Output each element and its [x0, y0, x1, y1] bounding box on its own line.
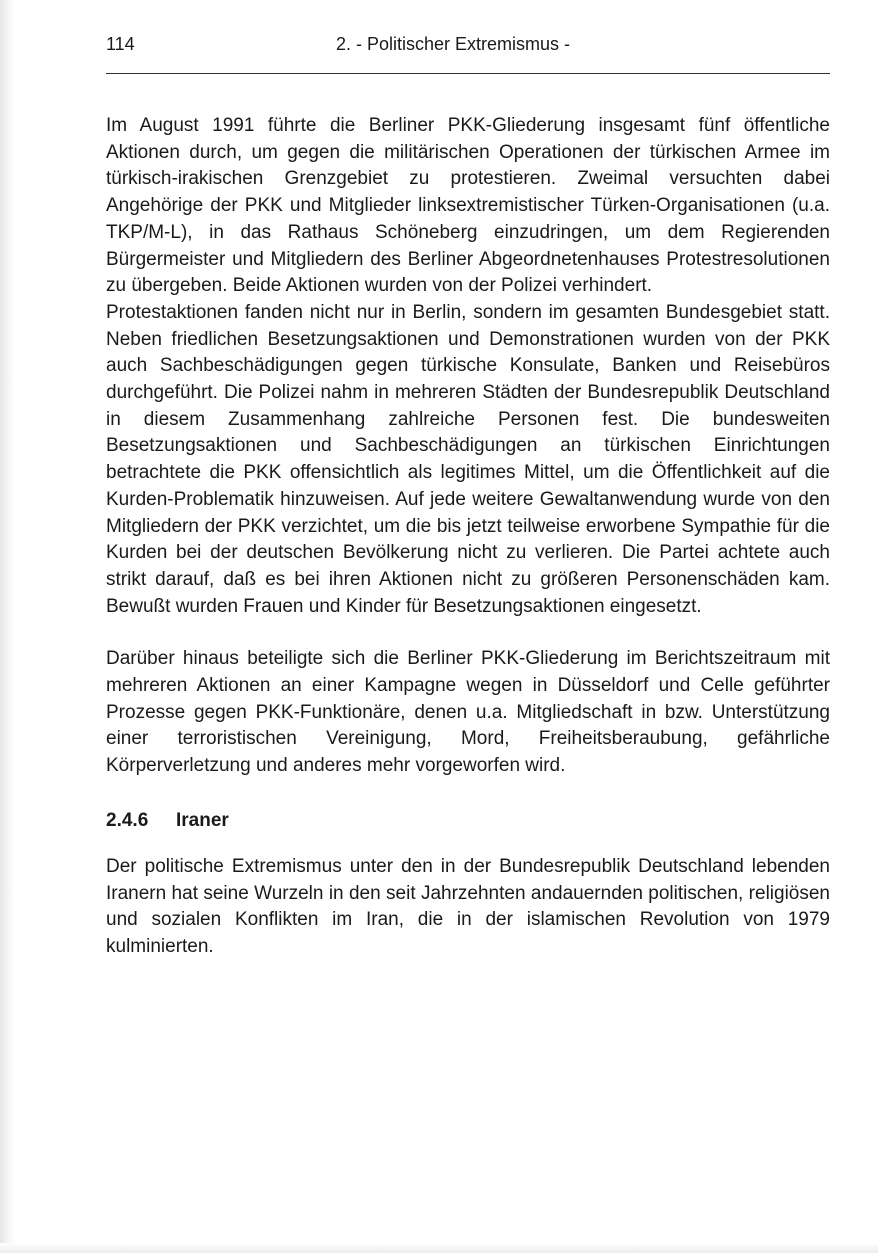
header-rule [106, 73, 830, 74]
page-number: 114 [106, 34, 135, 54]
paragraph-iran-extremism: Der politische Extremismus unter den in der Bundesrepublik Deutschland lebenden Iranern hat seine Wurzeln in den seit Jahrzehnten andauernden politischen, religiösen und sozialen Konflikten im Iran, die in der islamischen Revolution von 1979 kulminierten. [106, 855, 830, 957]
section-number: 2.4.6 [106, 809, 149, 831]
paragraph-protest-actions: Protestaktionen fanden nicht nur in Berlin, sondern im gesamten Bundesgebiet statt. Neben friedlichen Besetzungsaktionen und Demonstrationen wurden von der PKK auch Sachbeschädigungen gegen türkische Konsulate, Banken und Reisebüros durchgeführt. Die Polizei nahm in mehreren Städten der Bundesrepublik Deutschland in diesem Zusammenhang zahlreiche Personen fest. Die bundesweiten Besetzungsaktionen und Sachbeschädigungen an türkischen Einrichtungen betrachtete die PKK offensichtlich als legitimes Mittel, um die Öffentlichkeit auf die Kurden-Problematik hinzuweisen. Auf jede weitere Gewaltanwendung wurde von den Mitgliedern der PKK verzichtet, um die bis jetzt teilweise erworbene Sympathie für die Kurden bei der deutschen Bevölkerung nicht zu verlieren. Die Partei achtete auch strikt darauf, daß es bei ihren Aktionen nicht zu größeren Personenschäden kam. Bewußt wurden Frauen und Kinder für Besetzungsaktionen eingesetzt. [106, 301, 830, 617]
paragraph-spacer [106, 620, 830, 646]
paragraph-campaign: Darüber hinaus beteiligte sich die Berliner PKK-Gliederung im Berichtszeitraum mit mehreren Aktionen an einer Kampagne wegen in Düsseldorf und Celle geführter Prozesse gegen PKK-Funktionäre, denen u.a. Mitgliedschaft in bzw. Unterstützung einer terroristischen Vereinigung, Mord, Freiheitsberaubung, gefährliche Körperverletzung und anderes mehr vorgeworfen wird. [106, 648, 830, 777]
running-title: 2. - Politischer Extremismus - [336, 34, 571, 54]
page-shadow-bottom [0, 1243, 878, 1253]
section-title: Iraner [176, 809, 229, 831]
page-shadow-left [0, 0, 14, 1253]
section-heading [106, 808, 830, 834]
page-header [106, 34, 830, 60]
body-text [106, 113, 830, 961]
paragraph-pkk-august-actions: Im August 1991 führte die Berliner PKK-Gliederung insgesamt fünf öffentliche Aktionen durch, um gegen die militärischen Operationen der türkischen Armee im türkisch-irakischen Grenzgebiet zu protestieren. Zweimal versuchten dabei Angehörige der PKK und Mitglieder linksextremistischer Türken-Organisationen (u.a. TKP/M-L), in das Rathaus Schöneberg einzudringen, um dem Regierenden Bürgermeister und Mitgliedern des Berliner Abgeordnetenhauses Protestresolutionen zu übergeben. Beide Aktionen wurden von der Polizei verhindert. [106, 115, 830, 297]
